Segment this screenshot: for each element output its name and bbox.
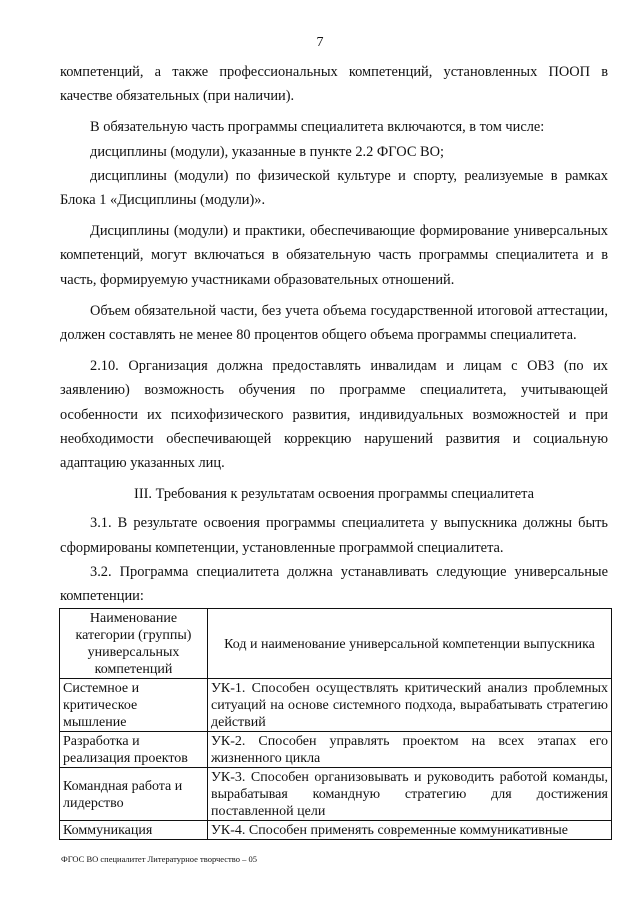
cell-category: Коммуникация — [60, 821, 208, 840]
table-row — [60, 768, 612, 821]
table-row — [60, 732, 612, 768]
cell-competence: УК-4. Способен применять современные коммуникативные — [208, 821, 612, 840]
cell-competence: УК-3. Способен организовывать и руководить работой команды, вырабатывая командную стратегию для достижения поставленной цели — [208, 768, 612, 821]
document-body — [60, 60, 608, 608]
competences-table — [59, 608, 612, 840]
table-row — [60, 821, 612, 840]
paragraph-volume: Объем обязательной части, без учета объема государственной итоговой аттестации, должен составлять не менее 80 процентов общего объема программы специалитета. — [60, 302, 608, 344]
table-header-row — [60, 609, 612, 679]
cell-category: Командная работа и лидерство — [60, 768, 208, 821]
page-number: 7 — [316, 35, 324, 50]
header-competence: Код и наименование универсальной компетенции выпускника — [208, 609, 612, 679]
cell-category: Разработка и реализация проектов — [60, 732, 208, 768]
paragraph-disciplines-list-2: дисциплины (модули) по физической культуре и спорту, реализуемые в рамках Блока 1 «Дисциплины (модули)». — [60, 167, 608, 209]
page-footer: ФГОС ВО специалитет Литературное творчество – 05 — [61, 854, 257, 864]
section-heading: III. Требования к результатам освоения программы специалитета — [134, 486, 534, 503]
paragraph-2-10: 2.10. Организация должна предоставлять инвалидам и лицам с ОВЗ (по их заявлению) возможность обучения по программе специалитета, учитывающей особенности их психофизического развития, индивидуальных возможностей и при необходимости обеспечивающей коррекцию нарушений развития и социальную адаптацию указанных лиц. — [60, 358, 608, 472]
cell-category: Системное и критическое мышление — [60, 679, 208, 732]
paragraph-continuation: компетенций, а также профессиональных компетенций, установленных ПООП в качестве обязательных (при наличии). — [60, 64, 608, 105]
paragraph-disciplines-list-1: дисциплины (модули), указанные в пункте 2.2 ФГОС ВО; — [90, 143, 445, 160]
paragraph-universal-competences: Дисциплины (модули) и практики, обеспечивающие формирование универсальных компетенций, могут включаться в обязательную часть программы специалитета и в часть, формируемую участниками образовательных отношений. — [60, 223, 608, 288]
paragraph-3-1: 3.1. В результате освоения программы специалитета у выпускника должны быть сформированы компетенции, установленные программой специалитета. — [60, 515, 608, 556]
cell-competence: УК-1. Способен осуществлять критический анализ проблемных ситуаций на основе системного подхода, вырабатывать стратегию действий — [208, 679, 612, 732]
paragraph-3-2: 3.2. Программа специалитета должна устанавливать следующие универсальные компетенции: — [60, 563, 608, 605]
header-category: Наименование категории (группы) универсальных компетенций — [60, 609, 208, 679]
table-row — [60, 679, 612, 732]
paragraph-mandatory-part: В обязательную часть программы специалитета включаются, в том числе: — [90, 119, 545, 136]
cell-competence: УК-2. Способен управлять проектом на всех этапах его жизненного цикла — [208, 732, 612, 768]
